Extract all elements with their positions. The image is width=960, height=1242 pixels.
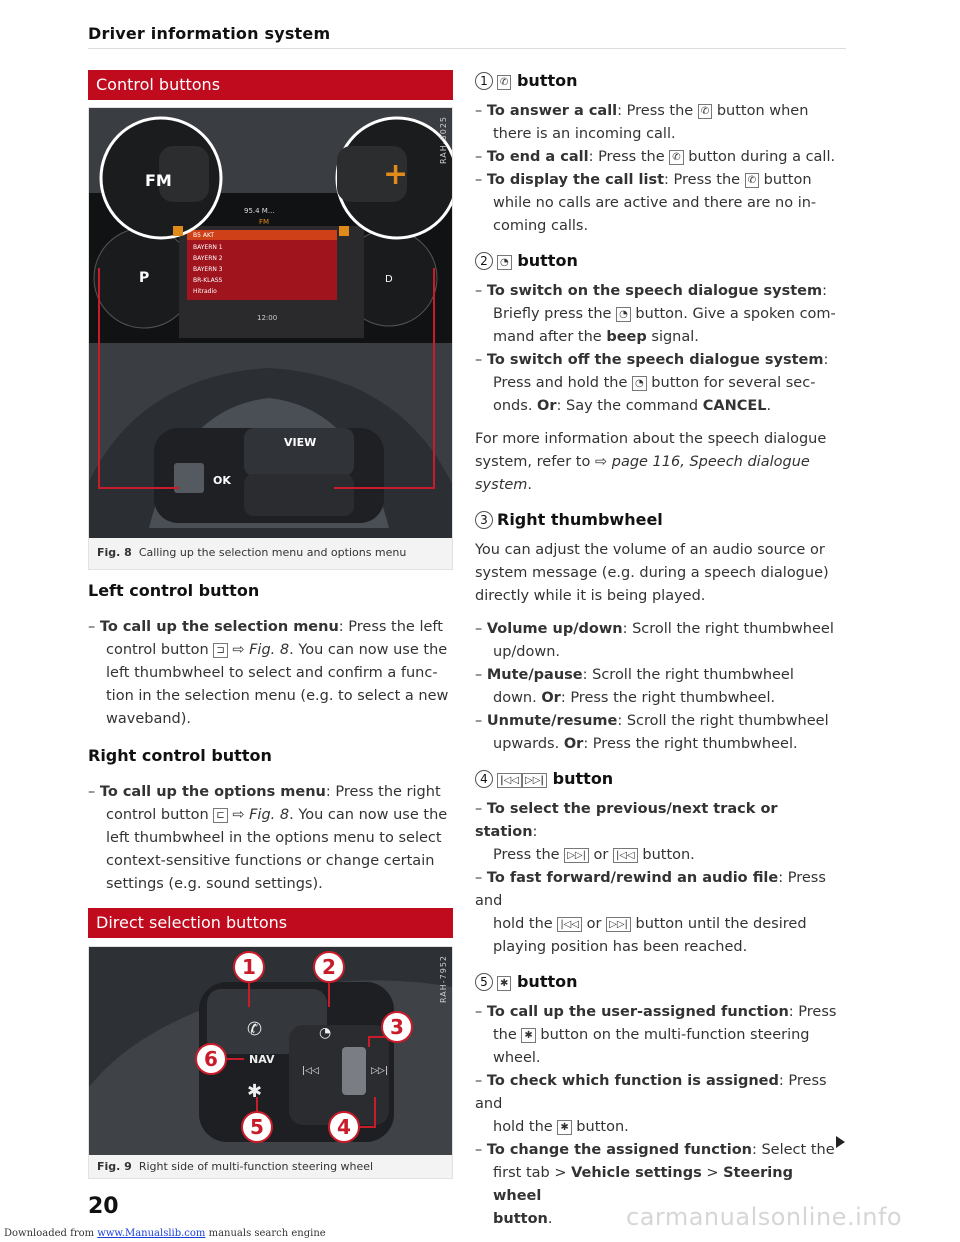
text: Downloaded from [4,1228,98,1239]
list-line [475,395,845,418]
phone-icon: ✆ [497,75,511,90]
list-item: – To check which function is assigned: Press and [475,1073,827,1112]
text: : Press the right thumbwheel. [560,690,776,706]
circled-number: 3 [475,511,493,529]
gear-indicator: P [139,270,150,286]
bold-term: To fast forward/rewind an audio file [486,870,779,886]
list-line: context-sensitive functions or change certain [106,853,435,869]
steering-wheel-illustration [89,108,452,538]
text: : Scroll the right thumbwheel [582,667,794,683]
section-heading-right-thumbwheel [475,509,845,531]
figure-8 [88,107,453,570]
voice-icon: ◔ [616,307,631,322]
list-item: – To end a call: Press the ✆ button during a call. [475,149,836,165]
list-item: – To switch on the speech dialogue system: [475,283,827,299]
text: hold the [493,1119,558,1135]
star-icon: ✱ [557,1120,571,1135]
list-line [475,326,845,349]
list-item: – To call up the user-assigned function: Press [475,1004,837,1020]
text: : Press the left [338,619,443,635]
star-icon: ✱ [247,1081,263,1102]
circled-number: 1 [475,72,493,90]
page-header-title: Driver information system [88,24,331,43]
list-line: there is an incoming call. [493,126,676,142]
text: . [766,398,772,414]
right-column [475,70,845,1231]
paragraph-line [475,451,845,474]
text: : Press the right [325,784,441,800]
figure-9 [88,946,453,1179]
text: . [547,1211,553,1227]
station-item: B5 AKT [193,232,215,239]
plus-icon: + [383,157,409,192]
text: button. [571,1119,629,1135]
text: : Press the [588,149,670,165]
text: : Say the command [556,398,703,414]
text: > [701,1165,724,1181]
left-column [88,580,453,896]
nav-button-label: NAV [249,1053,275,1066]
circled-number: 2 [475,252,493,270]
text: : Press the [617,103,698,119]
list-line [88,639,453,662]
text: signal. [646,329,699,345]
text: . You can now use the [289,642,448,658]
text: : Press and [475,1073,827,1112]
text: mand after the [493,329,607,345]
list-line: left thumbwheel in the options menu to select [106,830,442,846]
continue-arrow-icon [836,1136,845,1148]
list-line: tion in the selection menu (e.g. to select a new [106,688,449,704]
station-item: BR-KLASS [193,277,223,284]
left-control-icon: ⊐ [213,643,227,658]
page-number: 20 [88,1194,119,1219]
heading-text: button [516,972,578,991]
callout-4: 4 [337,1115,351,1139]
text: the [493,1027,522,1043]
left-control-button-heading: Left control button [88,581,260,600]
text: button until the desired [630,916,807,932]
text: button [759,172,812,188]
text: or [588,847,613,863]
text: onds. [493,398,538,414]
bold-term: Or [541,690,561,706]
list-line: left thumbwheel to select and confirm a func- [106,665,438,681]
figure-code: RAH-8025 [439,116,448,164]
arrow-icon: ⇨ [232,642,245,658]
figure-caption-text: Right side of multi-function steering wheel [138,1160,374,1173]
list-item: – To fast forward/rewind an audio file: Press and [475,870,826,909]
bold-term: To switch on the speech dialogue system [486,283,823,299]
voice-icon: ◔ [319,1025,332,1041]
text: Press the [493,847,565,863]
phone-icon: ✆ [745,173,759,188]
list-item: – To call up the options menu: Press the right [88,784,441,800]
prev-track-icon: |◁◁ [302,1066,319,1076]
arrow-icon: ⇨ [594,454,608,470]
prev-track-icon: |◁◁ [613,848,638,863]
phone-icon: ✆ [247,1019,263,1040]
header-divider [88,48,846,49]
heading-text: button [517,251,578,270]
callout-2: 2 [322,955,336,979]
list-line [475,1162,845,1208]
list-line [475,844,845,867]
bold-term: Or [563,736,584,752]
text: : [823,352,829,368]
bold-term: Mute/pause [486,667,583,683]
section-heading-voice-button [475,250,845,272]
figure-8-image [89,108,452,538]
figure-9-caption [97,1160,373,1173]
station-item: BAYERN 3 [193,266,223,273]
callout-1: 1 [242,955,256,979]
figure-number: Fig. 9 [97,1160,132,1173]
section-heading-track-buttons [475,768,845,790]
text: : Scroll the right thumbwheel [622,621,834,637]
manualslib-link[interactable]: www.Manualslib.com [97,1228,206,1239]
bold-term: button [493,1211,548,1227]
list-item: – To change the assigned function: Select the [475,1142,835,1158]
list-item: – To display the call list: Press the ✆ button [475,172,812,188]
paragraph-line: You can adjust the volume of an audio source or [475,542,825,558]
list-line [475,687,845,710]
arrow-icon: ⇨ [232,807,245,823]
text: hold the [493,916,558,932]
station-item: BAYERN 2 [193,255,223,262]
text: : Scroll the right thumbwheel [617,713,829,729]
text: : [822,283,827,299]
bold-term: To answer a call [486,103,618,119]
list-line: coming calls. [493,218,589,234]
download-footer [4,1228,326,1239]
page-reference-link[interactable]: system [475,477,528,493]
next-track-icon: ▷▷| [371,1066,388,1076]
text: manuals search engine [205,1228,326,1239]
list-line [475,913,845,936]
bold-term: To call up the selection menu [99,619,339,635]
list-line [475,303,845,326]
star-icon: ✱ [521,1028,535,1043]
text: . [527,477,533,493]
text: button for several sec- [646,375,816,391]
bold-term: To end a call [486,149,589,165]
gauge-label: D [385,274,393,285]
prev-track-icon: |◁◁ [497,773,522,788]
text: : [532,824,538,840]
bold-term: beep [606,329,647,345]
right-control-icon: ⊏ [213,808,227,823]
paragraph-line [475,474,845,497]
figure-9-image [89,947,452,1155]
bold-term: To display the call list [486,172,665,188]
steering-wheel-right-illustration [89,947,452,1155]
list-line: up/down. [493,644,561,660]
next-track-icon: ▷▷| [606,917,631,932]
prev-track-icon: |◁◁ [557,917,582,932]
bold-term: To call up the options menu [99,784,326,800]
frequency-readout: 95.4 M... [244,207,275,215]
text: . You can now use the [289,807,448,823]
list-line [475,733,845,756]
paragraph-line: system message (e.g. during a speech dialogue) [475,565,829,581]
list-line: wheel. [493,1050,541,1066]
text: first tab > [493,1165,572,1181]
voice-icon: ◔ [632,376,647,391]
bold-term: Steering wheel [493,1165,793,1204]
text: button on the multi-function steering [535,1027,810,1043]
figure-number: Fig. 8 [97,546,132,559]
text: Press and hold the [493,375,632,391]
bold-term: To check which function is assigned [486,1073,779,1089]
callout-3: 3 [390,1015,404,1039]
text: : Press [788,1004,837,1020]
text: button. [637,847,695,863]
clock-readout: 12:00 [257,314,278,322]
list-line: waveband). [106,711,191,727]
text: down. [493,690,542,706]
list-line [475,372,845,395]
text: : Press the [664,172,745,188]
voice-icon: ◔ [497,255,512,270]
list-line: settings (e.g. sound settings). [106,876,323,892]
next-track-icon: ▷▷| [564,848,589,863]
bold-term: Volume up/down [486,621,623,637]
bold-term: To change the assigned function [486,1142,752,1158]
bold-term: To switch off the speech dialogue system [486,352,824,368]
text: or [582,916,607,932]
bold-term: To select the previous/next track or station [475,801,778,840]
text: : Select the [751,1142,835,1158]
list-item: – To answer a call: Press the ✆ button when [475,103,809,119]
list-line [88,804,453,827]
list-line: while no calls are active and there are no in- [493,195,817,211]
view-button-label: VIEW [284,436,317,449]
text: control button [106,807,209,823]
phone-icon: ✆ [669,150,683,165]
heading-text: Right thumbwheel [497,510,663,529]
figure-code: RAH-7952 [439,955,448,1003]
paragraph-line: For more information about the speech dialogue [475,431,827,447]
list-item: – To call up the selection menu: Press the left [88,619,443,635]
list-item: – Volume up/down: Scroll the right thumbwheel [475,621,834,637]
text: button. Give a spoken com- [630,306,836,322]
figure-reference[interactable]: Fig. 8 [249,642,290,658]
ok-button-label: OK [213,474,231,487]
text: button when [712,103,809,119]
bold-term: Unmute/resume [486,713,618,729]
figure-caption-text: Calling up the selection menu and options menu [138,546,407,559]
list-line [475,1024,845,1047]
text: upwards. [493,736,564,752]
figure-8-caption [97,546,406,559]
bold-term: CANCEL [702,398,767,414]
section-heading-star-button [475,971,845,993]
callout-6: 6 [204,1047,218,1071]
page-reference-link[interactable]: page 116, Speech dialogue [611,454,810,470]
list-line: playing position has been reached. [493,939,748,955]
text: : Press and [475,870,826,909]
section-heading-phone-button [475,70,845,92]
circled-number: 5 [475,973,493,991]
list-item: – Unmute/resume: Scroll the right thumbwheel [475,713,829,729]
text: system, refer to [475,454,595,470]
section-title-control-buttons: Control buttons [88,70,453,100]
paragraph-line: directly while it is being played. [475,588,706,604]
next-track-icon: ▷▷| [522,773,547,788]
watermark: carmanualsonline.info [626,1203,903,1231]
text: button during a call. [683,149,836,165]
station-item: BAYERN 1 [193,244,223,251]
figure-reference[interactable]: Fig. 8 [249,807,290,823]
heading-text: button [552,769,614,788]
list-item: – Mute/pause: Scroll the right thumbwheel [475,667,794,683]
star-icon: ✱ [497,976,511,991]
list-item: – To select the previous/next track or station: [475,801,778,840]
bold-term: Vehicle settings [571,1165,702,1181]
station-item: Hitradio [193,288,217,295]
text: control button [106,642,209,658]
phone-icon: ✆ [698,104,712,119]
list-item: – To switch off the speech dialogue system: [475,352,829,368]
fm-label: FM [145,171,172,190]
right-control-button-heading: Right control button [88,746,272,765]
band-readout: FM [259,218,270,226]
circled-number: 4 [475,770,493,788]
heading-text: button [516,71,578,90]
text: : Press the right thumbwheel. [583,736,798,752]
text: Briefly press the [493,306,617,322]
bold-term: Or [537,398,557,414]
callout-5: 5 [250,1115,264,1139]
bold-term: To call up the user-assigned function [486,1004,789,1020]
list-line [475,1116,845,1139]
section-title-direct-selection: Direct selection buttons [88,908,453,938]
